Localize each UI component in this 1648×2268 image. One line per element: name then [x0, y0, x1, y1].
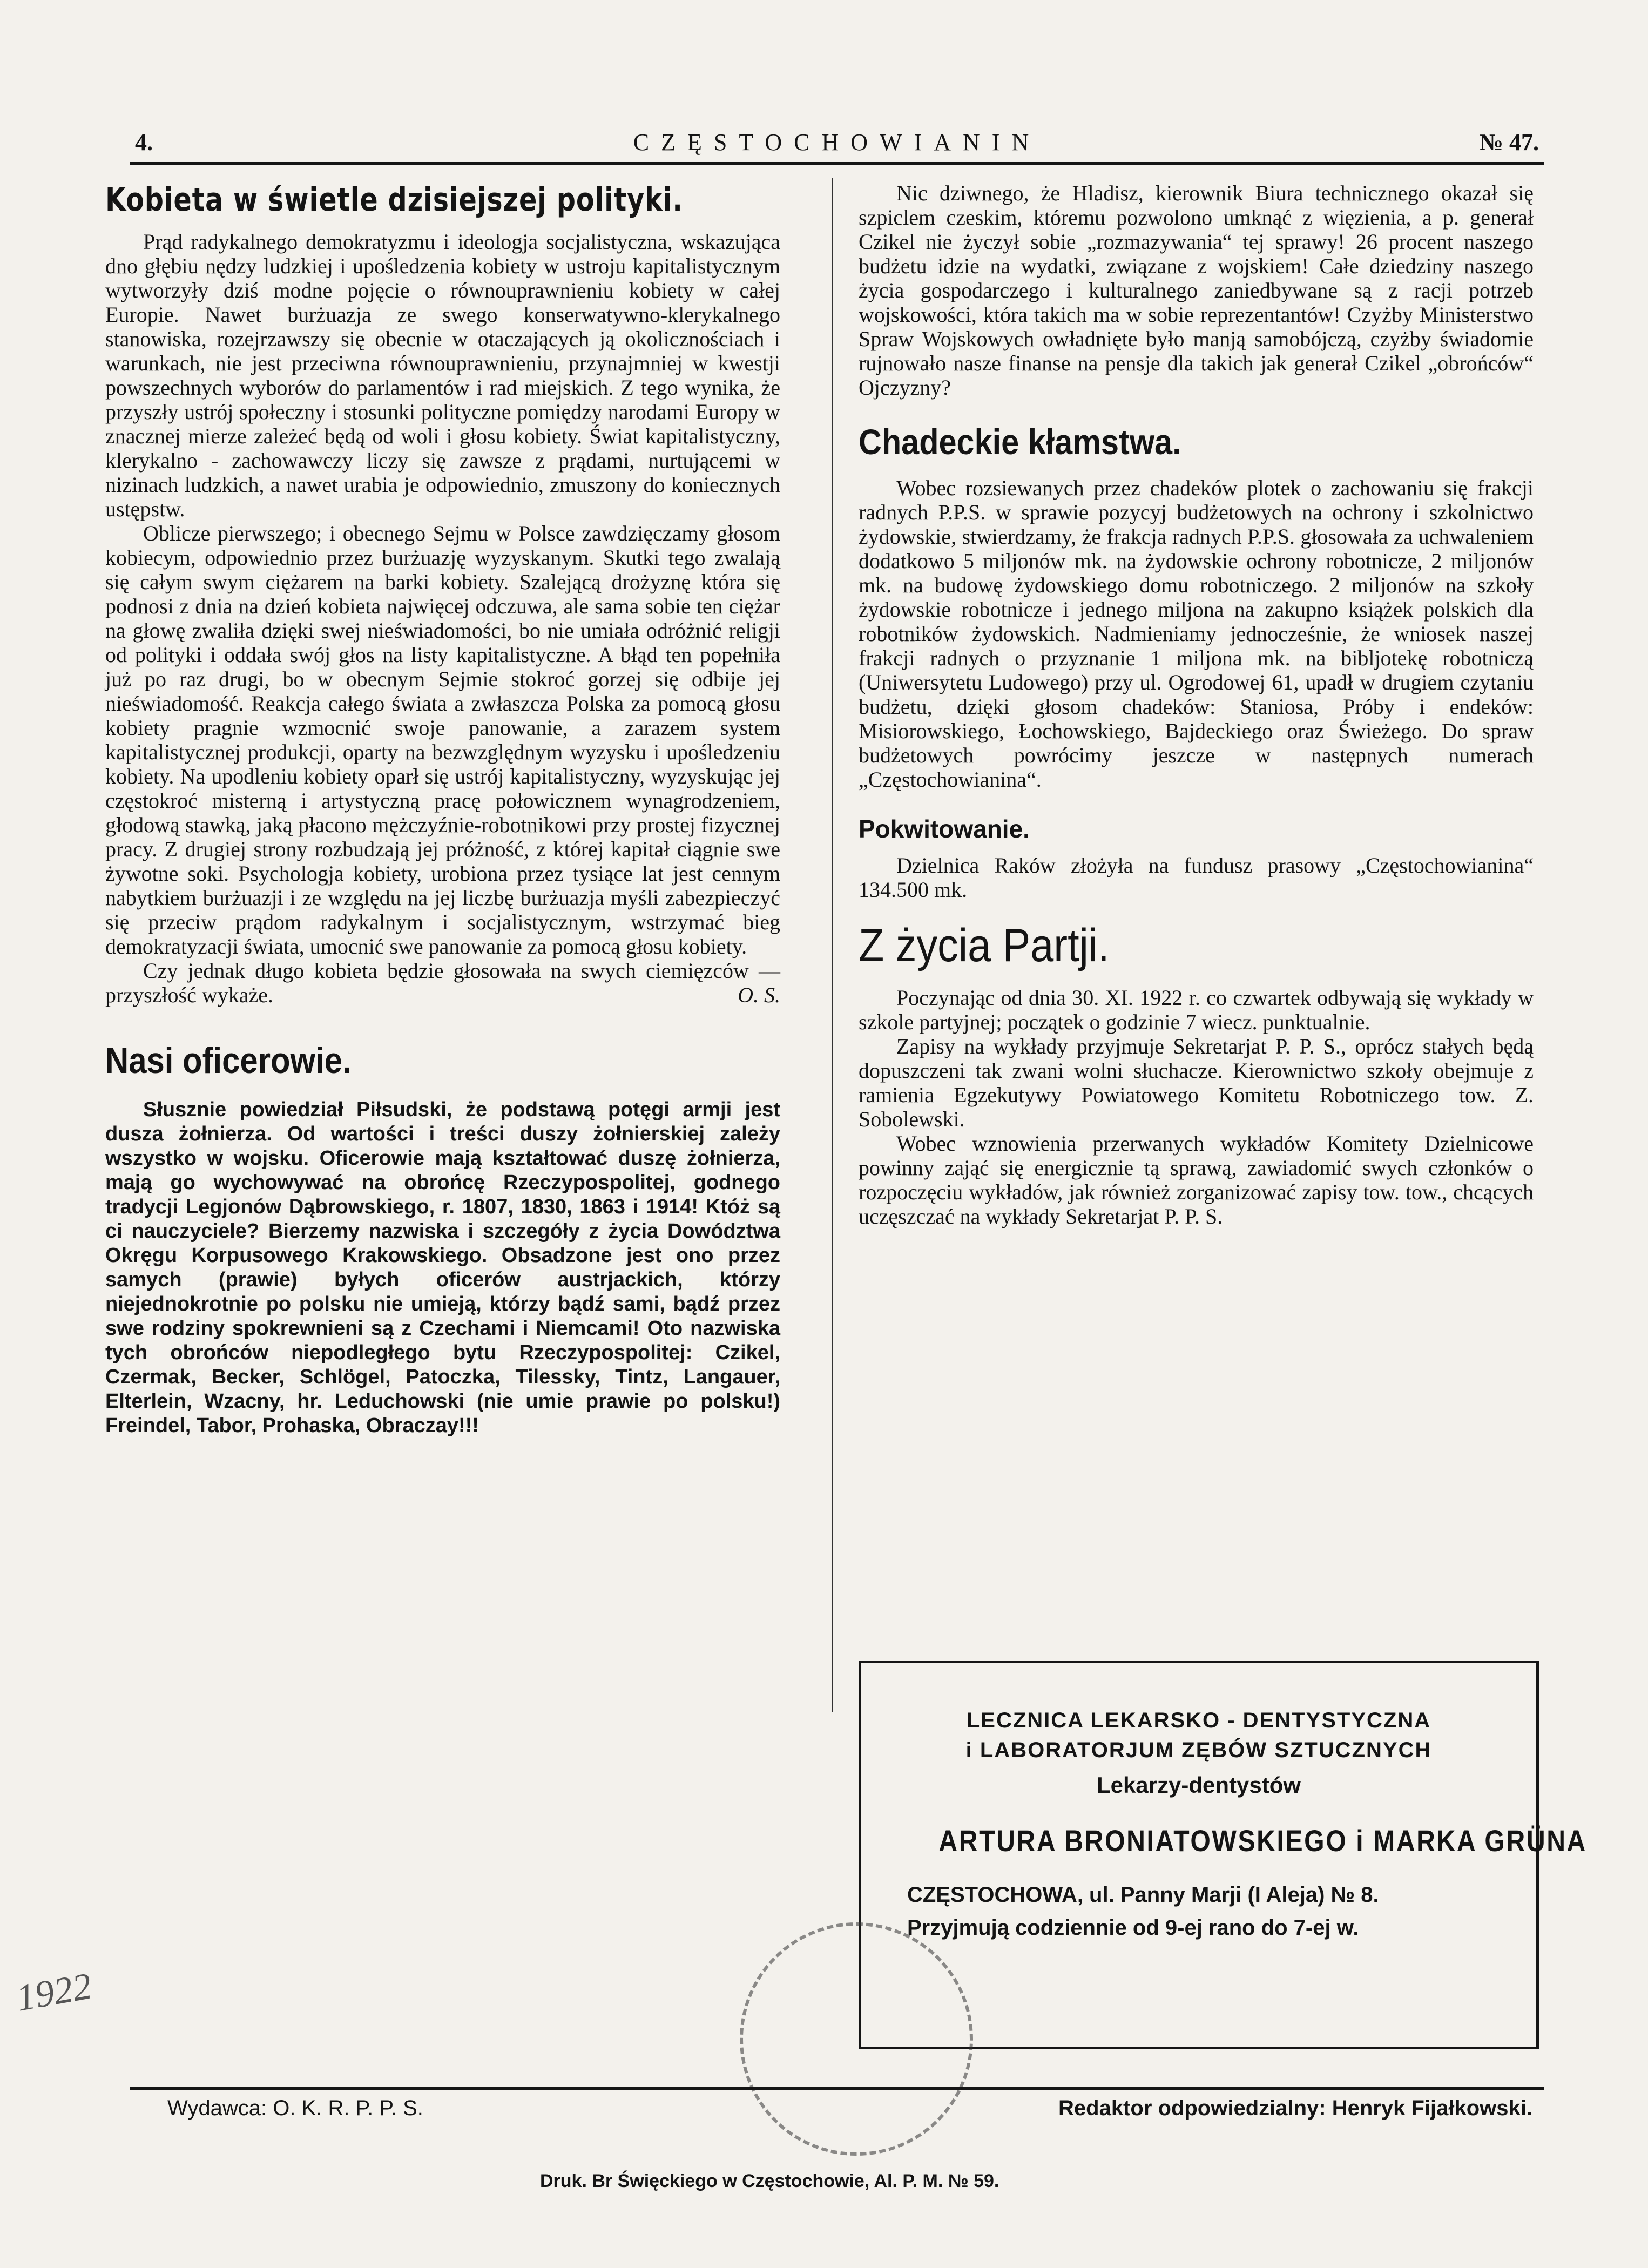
- column-separator: [832, 178, 833, 1712]
- handwritten-margin-note: 1922: [13, 1965, 95, 2020]
- ad-line: CZĘSTOCHOWA, ul. Panny Marji (I Aleja) № 8.: [907, 1883, 1379, 1907]
- page-header: [130, 129, 1544, 166]
- issue-number: № 47.: [1479, 129, 1539, 156]
- footer-editor: Redaktor odpowiedzialny: Henryk Fijałkowski.: [1058, 2096, 1532, 2120]
- article-title-oficerowie: Nasi oficerowie.: [105, 1040, 352, 1081]
- ad-line: LECZNICA LEKARSKO - DENTYSTYCZNA: [966, 1709, 1431, 1732]
- right-column: [859, 181, 1534, 1228]
- left-column: [105, 181, 780, 1438]
- advertisement-content: [896, 1701, 1587, 2014]
- article-paragraph: Wobec rozsiewanych przez chadeków plotek o zachowaniu się frakcji radnych P.P.S. w sprawie pozycyj budżetowych na ochrony i szkolnictwo żydowskie, stwierdzamy, że frakcja radnych P.P.S. głosowała za uchwaleniem dodatkowo 5 miljonów mk. na żydowskie ochrony robotnicze, 2 miljonów mk. na budowę żydowskiego domu robotniczego. 2 miljonów na szkoły żydowskie robotnicze i jednego miljona na zakupno książek polskich dla robotników żydowskich. Nadmieniamy jednocześnie, że wniosek naszej frakcji radnych o przyznanie 1 miljona mk. na bibljotekę robotniczą (Uniwersytetu Ludowego) przy ul. Ogrodowej 61, upadł w drugiem czytaniu budżetu, dzięki głosom chadeków: Staniosa, Próby i endeków: Misiorowskiego, Łochowskiego, Bajdeckiego oraz Świeżego. Do spraw budżetowych powrócimy jeszcze w następnych numerach „Częstochowianina“.: [859, 476, 1534, 792]
- article-paragraph: Poczynając od dnia 30. XI. 1922 r. co czwartek odbywają się wykłady w szkole partyjnej; początek o godzinie 7 wiecz. punktualnie.: [859, 986, 1534, 1034]
- ad-line: Lekarzy-dentystów: [1096, 1772, 1301, 1798]
- article-continuation: Nic dziwnego, że Hladisz, kierownik Biura technicznego okazał się szpiclem czeskim, któremu pozwolono umknąć z więzienia, a p. generał Czikel nie życzył sobie „rozmazywania“ tej sprawy! 26 procent naszego budżetu idzie na wydatki, związane z wojskiem! Całe dziedziny naszego życia gospodarczego i kulturalnego zaniedbywane są z racji potrzeb wojskowości, która takich ma w sobie reprezentantów! Czyżby Ministerstwo Spraw Wojskowych owładnięte było manją samobójczą, czyżby świadomie rujnowało nasze finanse na pensje dla takich jak generał Czikel „obrońców“ Ojczyzny?: [859, 181, 1534, 400]
- article-title-pokwitowanie: Pokwitowanie.: [859, 815, 1030, 843]
- article-paragraph: Wobec wznowienia przerwanych wykładów Komitety Dzielnicowe powinny zająć się energicznie tą sprawą, zawiadomić swych członków o rozpoczęciu wykładów, jak również zorganizować zapisy tow. tow., chcących uczęszczać na wykłady Sekretarjat P. P. S.: [859, 1131, 1534, 1228]
- footer-printer: Druk. Br Święckiego w Częstochowie, Al. P. M. № 59.: [540, 2171, 999, 2191]
- footer-publisher: Wydawca: O. K. R. P. P. S.: [167, 2096, 423, 2120]
- library-stamp: [740, 1922, 973, 2156]
- article-title-kobieta: Kobieta w świetle dzisiejszej polityki.: [105, 181, 683, 219]
- page-number: 4.: [135, 129, 153, 156]
- article-paragraph: [105, 959, 780, 1007]
- ad-line: ARTURA BRONIATOWSKIEGO i MARKA GRÜNA: [938, 1824, 1587, 1858]
- article-paragraph: Zapisy na wykłady przyjmuje Sekretarjat P. P. S., oprócz stałych będą dopuszczeni tak zwani wolni słuchacze. Kierownictwo szkoły obejmuje z ramienia Egzekutywy Powiatowego Komitetu Robotniczego tow. Z. Sobolewski.: [859, 1034, 1534, 1131]
- header-rule: [130, 162, 1544, 165]
- article-paragraph: Słusznie powiedział Piłsudski, że podstawą potęgi armji jest dusza żołnierza. Od wartości i treści duszy żołnierskiej zależy wszystko w wojsku. Oficerowie mają kształtować duszę żołnierza, mają go wychowywać na obrońcę Rzeczypospolitej, godnego tradycji Legjonów Dąbrowskiego, r. 1807, 1830, 1863 i 1914! Któż są ci nauczyciele? Bierzemy nazwiska i szczegóły z życia Dowództwa Okręgu Korpusowego Krakowskiego. Obsadzone jest ono przez samych (prawie) byłych oficerów austrjackich, którzy niejednokrotnie po polsku nie umieją, którzy bądź sami, bądź przez swe rodziny spokrewnieni są z Czechami i Niemcami! Oto nazwiska tych obrońców niepodległego bytu Rzeczypospolitej: Czikel, Czermak, Becker, Schlögel, Patoczka, Tilessky, Tintz, Langauer, Elterlein, Wzacny, hr. Leduchowski (nie umie prawie po polsku!) Freindel, Tabor, Prohaska, Obraczay!!!: [105, 1098, 780, 1437]
- article-paragraph: Oblicze pierwszego; i obecnego Sejmu w Polsce zawdzięczamy głosom kobiecym, odpowiednio przez burżuazję wyzyskanym. Skutki tego zwalają się całym swym ciężarem na barki kobiety. Szalejącą drożyznę która się podnosi z dnia na dzień kobieta najwięcej odczuwa, ale sama sobie ten ciężar na głowę zwaliła dzięki swej nieświadomości, bo nie umiała odróżnić religji od polityki i oddała swój głos na listy kapitalistyczne. A błąd ten popełniła już po raz drugi, bo w obecnym Sejmie stokroć gorzej się odbije jej nieświadomość. Reakcja całego świata a zwłaszcza Polska za pomocą głosu kobiety pragnie wzmocnić swoje panowanie, a zarazem system kapitalistycznej produkcji, oparty na bezwzględnym wyzysku i upośledzeniu kobiety. Na upodleniu kobiety oparł się ustrój kapitalistyczny, wyzyskując jej częstokroć misterną i artystyczną pracę połowicznem wynagrodzeniem, głodową stawką, jaką płacono mężczyźnie-robotnikowi przy prostej fizycznej pracy. Z drugiej strony rozbudzają jej próżność, z której kapitał ciągnie swe żywotne soki. Psychologja kobiety, urobiona przez tysiące lat jest cennym nabytkiem burżuazji i ze względu na jej liczbę burżuazja myśli zabezpieczyć się przeciw prądom radykalnym i socjalistycznym, wstrzymać bieg demokratyzacji świata, umocnić swe panowanie za pomocą głosu kobiety.: [105, 521, 780, 959]
- ad-line: Przyjmują codziennie od 9-ej rano do 7-ej w.: [907, 1916, 1359, 1940]
- article-paragraph-text: Czy jednak długo kobieta będzie głosowała na swych ciemięzców — przyszłość wykaże.: [105, 959, 780, 1007]
- article-title-chadeckie: Chadeckie kłamstwa.: [859, 422, 1181, 462]
- article-title-z-zycia-partji: Z życia Partji.: [859, 920, 1110, 971]
- article-paragraph: Prąd radykalnego demokratyzmu i ideologja socjalistyczna, wskazująca dno głębiu nędzy ludzkiej i upośledzenia kobiety w ustroju kapitalistycznym wytworzyły dziś modne pojęcie o równouprawnieniu kobiety w całej Europie. Nawet burżuazja ze swego konserwatywno-klerykalnego stanowiska, rozejrzawszy się obecnie w otaczających ją okolicznościach i warunkach, nie jest przeciwna równouprawnieniu, przynajmniej w kwestji powszechnych wyborów do parlamentów i rad miejskich. Z tego wynika, że przyszły ustrój społeczny i stosunki polityczne pomiędzy narodami Europy w znacznej mierze zależeć będą od woli i głosu kobiety. Świat kapitalistyczny, klerykalno - zachowawczy liczy się zawsze z prądami, nurtującemi w nizinach ludzkich, a nawet urabia je odpowiednio, zmuszony do koniecznych ustępstw.: [105, 230, 780, 521]
- ad-line: i LABORATORJUM ZĘBÓW SZTUCZNYCH: [965, 1738, 1432, 1762]
- footer-rule: [130, 2087, 1544, 2090]
- newspaper-title: CZĘSTOCHOWIANIN: [633, 129, 1041, 156]
- article-paragraph: Dzielnica Raków złożyła na fundusz prasowy „Częstochowianina“ 134.500 mk.: [859, 853, 1534, 902]
- article-signature: O. S.: [738, 983, 780, 1007]
